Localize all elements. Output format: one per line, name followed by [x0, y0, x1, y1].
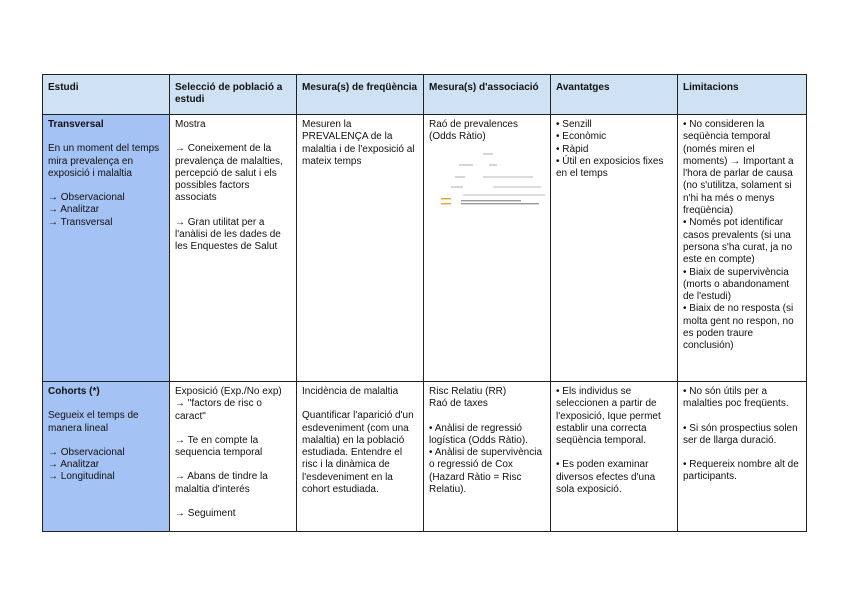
- table-row-cohorts: [43, 382, 807, 532]
- header-study: Estudi: [43, 75, 170, 115]
- selection-text: → Te en compte la sequencia temporal: [175, 434, 263, 459]
- header-advantages: Avantatges: [551, 75, 678, 115]
- cell-selection: [170, 382, 297, 532]
- header-row: [43, 75, 807, 115]
- association-text: Raó de prevalences (Odds Ràtio): [429, 119, 518, 143]
- cell-study: [43, 382, 170, 532]
- advantages-list: • Senzill • Econòmic • Ràpid • Útil en exposicios fixes en el temps: [556, 119, 664, 180]
- selection-text: → Gran utilitat per a l'anàlisi de les dades de les Enquestes de Salut: [175, 216, 281, 253]
- cell-limitations: [678, 382, 807, 532]
- comparison-table: [42, 74, 807, 532]
- study-description: Segueix el temps de manera lineal: [48, 410, 139, 434]
- header-limitations: Limitacions: [678, 75, 807, 115]
- study-tags: → Observacional → Analitzar → Longitudinal: [48, 446, 125, 483]
- cell-advantages: [551, 382, 678, 532]
- advantages-text: • Es poden examinar diversos efectes d'una sola exposició.: [556, 459, 656, 496]
- embedded-table-image: [433, 148, 545, 206]
- cell-association: [424, 115, 551, 382]
- study-title: Transversal: [48, 119, 104, 130]
- limitations-text: • No són útils per a malalties poc freqüents.: [683, 386, 789, 410]
- selection-text: → Abans de tindre la malaltia d'interés: [175, 471, 268, 495]
- cell-frequency: [297, 382, 424, 532]
- header-selection: Selecció de població a estudi: [170, 75, 297, 115]
- association-text: • Anàlisi de regressió logística (Odds Ràtio). • Anàlisi de supervivència o regressió de Cox (Hazard Ràtio = Risc Relatiu).: [429, 422, 543, 496]
- frequency-text: Quantificar l'aparició d'un esdeveniment (com una malaltia) en la població estudiada. Entendre el risc i la dinàmica de l'esdeveniment en la cohort estudiada.: [302, 410, 414, 496]
- cell-limitations: [678, 115, 807, 382]
- frequency-text: Mesuren la PREVALENÇA de la malaltia i de l'exposició al mateix temps: [302, 119, 415, 167]
- table-row-transversal: [43, 115, 807, 382]
- limitations-list: • No consideren la seqüència temporal (només miren el moments) → Important a l'hora de parlar de causa (no s'utilitza, solament si n'hi ha més o menys freqüència) • Només pot identificar casos prevalents (si una persona s'ha curat, ja no este en compte) • Biaix de supervivència (morts o abandonament de l'estudi) • Biaix de no resposta (si molta gent no respon, no es poden traure conclusión): [683, 119, 794, 352]
- cell-advantages: [551, 115, 678, 382]
- cell-study: [43, 115, 170, 382]
- study-description: En un moment del temps mira prevalença en exposició i malaltia: [48, 143, 160, 179]
- cell-selection: [170, 115, 297, 382]
- limitations-text: • Requereix nombre alt de participants.: [683, 459, 799, 483]
- advantages-text: • Els individus se seleccionen a partir de l'exposició, Ique permet establir una correcta seqüència temporal.: [556, 386, 661, 447]
- association-text: Risc Relatiu (RR) Raó de taxes: [429, 386, 507, 410]
- selection-text: → Coneixement de la prevalença de malalties, percepció de salut i els possibles factors associats: [175, 143, 283, 204]
- selection-text: Mostra: [175, 119, 206, 130]
- cell-frequency: [297, 115, 424, 382]
- study-tags: → Observacional → Analitzar → Transversal: [48, 192, 125, 228]
- frequency-text: Incidència de malaltia: [302, 386, 399, 397]
- header-frequency: Mesura(s) de freqüència: [297, 75, 424, 115]
- selection-text: Exposició (Exp./No exp) → "factors de risc o caract": [175, 386, 282, 422]
- selection-text: → Seguiment: [175, 508, 236, 520]
- limitations-text: • Si són prospectius solen ser de llarga duració.: [683, 422, 798, 446]
- header-association: Mesura(s) d'associació: [424, 75, 551, 115]
- study-title: Cohorts (*): [48, 386, 100, 397]
- cell-association: [424, 382, 551, 532]
